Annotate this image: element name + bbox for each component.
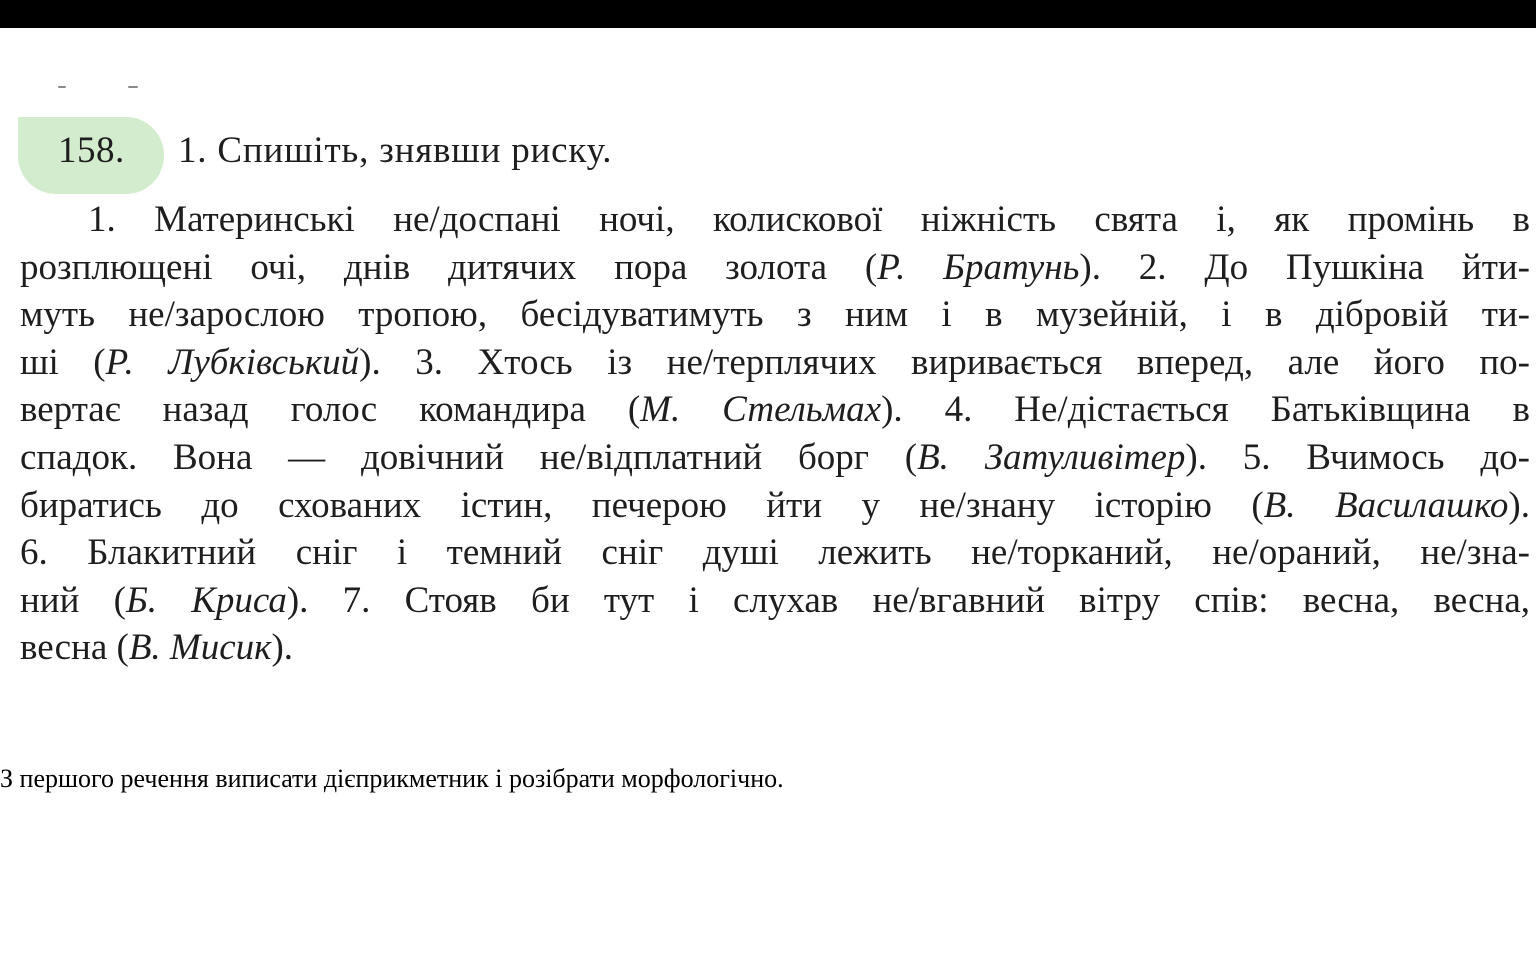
text-segment: ний (: [20, 579, 126, 621]
text-segment: ші (: [20, 341, 106, 383]
text-line: [20, 529, 1530, 577]
author-name: Р. Лубківський: [105, 341, 360, 383]
text-line: [20, 386, 1530, 434]
text-line: [20, 291, 1530, 339]
text-segment: ). 4. Не/дістається Батьківщина в: [881, 389, 1530, 431]
text-segment: розплющені очі, днів дитячих пора золота (: [20, 246, 878, 288]
author-name: В. Затуливітер: [917, 436, 1186, 478]
text-line: [20, 244, 1530, 292]
exercise-text: [20, 196, 1530, 672]
text-segment: весна (: [20, 627, 129, 669]
author-name: Б. Криса: [125, 579, 287, 621]
text-segment: вертає назад голос командира (: [20, 389, 641, 431]
text-segment: ). 7. Стояв би тут і слухав не/вгавний вітру спів: весна, весна,: [286, 579, 1531, 621]
scan-artifact: [128, 86, 138, 88]
text-segment: 1. Материнські не/доспані ночі, колискової ніжність свята і, як промінь в: [88, 199, 1530, 240]
text-segment: ). 2. До Пушкіна йти-: [1079, 246, 1530, 288]
text-line: [20, 577, 1530, 625]
text-line: [20, 339, 1530, 387]
text-line: [20, 624, 1530, 672]
text-segment: ).: [271, 627, 294, 669]
author-name: М. Стельмах: [640, 389, 882, 431]
text-segment: спадок. Вона — довічний не/відплатний борг (: [20, 436, 918, 478]
text-segment: ). 5. Вчимось до-: [1185, 436, 1530, 478]
author-name: Р. Братунь: [877, 246, 1080, 288]
text-segment: биратись до схованих істин, печерою йти у не/знану історію (: [20, 484, 1264, 526]
text-segment: ). 3. Хтось із не/терплячих виривається вперед, але його по-: [359, 341, 1531, 383]
text-line: [20, 196, 1530, 244]
top-black-bar: [0, 0, 1536, 28]
author-name: В. Мисик: [128, 627, 272, 669]
author-name: В. Василашко: [1263, 484, 1509, 526]
exercise-task: 1. Спишіть, знявши риску.: [178, 130, 613, 171]
exercise-number: 158.: [58, 130, 125, 171]
scan-artifact: [58, 86, 66, 88]
question-text: З першого речення виписати дієприкметник і розібрати морфологічно.: [0, 764, 784, 793]
text-segment: ).: [1508, 484, 1530, 526]
text-segment: муть не/зарослою тропою, бесідуватимуть з ним і в музейній, і в дібровій ти-: [20, 294, 1530, 336]
text-line: [20, 482, 1530, 530]
text-line: [20, 434, 1530, 482]
text-segment: 6. Блакитний сніг і темний сніг душі лежить не/торканий, не/ораний, не/зна-: [20, 532, 1530, 574]
